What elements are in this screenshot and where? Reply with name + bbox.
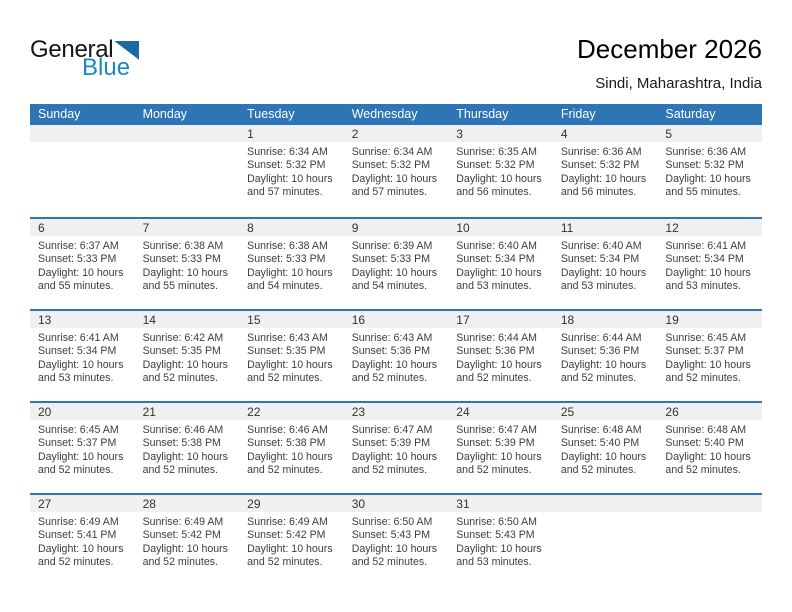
day-cell — [30, 219, 135, 309]
day-number-strip — [135, 495, 240, 512]
day-daylight-text-line2: and 53 minutes. — [456, 280, 532, 293]
day-number: 5 — [665, 127, 673, 141]
day-daylight-text-line1: Daylight: 10 hours — [351, 542, 438, 555]
day-details — [135, 328, 240, 386]
day-cell — [448, 495, 553, 585]
day-daylight-text-line1: Daylight: 10 hours — [142, 450, 228, 463]
day-details — [657, 420, 762, 478]
day-number-strip — [30, 495, 135, 512]
day-sunset-text: Sunset: 5:36 PM — [456, 345, 535, 358]
day-number-strip — [239, 125, 344, 142]
day-sunrise-text: Sunrise: 6:48 AM — [560, 424, 642, 436]
day-daylight-text-line2: and 53 minutes. — [560, 280, 637, 293]
day-sunrise-text: Sunrise: 6:37 AM — [38, 240, 119, 252]
day-number: 31 — [456, 497, 470, 511]
day-daylight-text-line1: Daylight: 10 hours — [665, 172, 751, 185]
day-daylight-text-line2: and 52 minutes. — [247, 556, 323, 569]
day-daylight-text-line1: Daylight: 10 hours — [456, 172, 542, 185]
day-daylight-text-line1: Daylight: 10 hours — [351, 358, 438, 371]
day-daylight-text-line1: Daylight: 10 hours — [142, 358, 228, 371]
day-daylight-text-line1: Daylight: 10 hours — [560, 172, 647, 185]
day-cell — [30, 403, 135, 493]
day-sunset-text: Sunset: 5:34 PM — [456, 253, 535, 266]
day-details — [30, 420, 135, 478]
day-number-strip — [239, 219, 344, 236]
day-daylight-text-line1: Daylight: 10 hours — [142, 542, 228, 555]
day-number: 14 — [142, 313, 156, 327]
day-number: 22 — [247, 405, 261, 419]
day-sunrise-text: Sunrise: 6:36 AM — [665, 146, 747, 158]
day-cell — [553, 403, 658, 493]
day-sunrise-text: Sunrise: 6:40 AM — [456, 240, 537, 252]
day-cell — [239, 403, 344, 493]
day-cell — [239, 125, 344, 217]
weekday-tuesday: Tuesday — [247, 107, 295, 121]
day-sunset-text: Sunset: 5:36 PM — [351, 345, 431, 358]
day-daylight-text-line2: and 56 minutes. — [560, 186, 637, 199]
day-daylight-text-line1: Daylight: 10 hours — [560, 358, 647, 371]
week-row — [30, 217, 762, 309]
day-cell — [135, 219, 240, 309]
day-details — [344, 420, 449, 478]
day-cell — [344, 311, 449, 401]
day-number: 24 — [456, 405, 470, 419]
day-daylight-text-line2: and 53 minutes. — [665, 280, 741, 293]
day-number-strip — [448, 403, 553, 420]
day-sunset-text: Sunset: 5:35 PM — [142, 345, 221, 358]
day-sunrise-text: Sunrise: 6:43 AM — [351, 332, 433, 344]
day-daylight-text-line1: Daylight: 10 hours — [38, 542, 124, 555]
day-number-strip — [30, 311, 135, 328]
day-details — [30, 236, 135, 294]
day-number-strip — [344, 125, 449, 142]
day-number-strip — [657, 125, 762, 142]
day-cell — [448, 403, 553, 493]
day-sunrise-text: Sunrise: 6:47 AM — [351, 424, 433, 436]
day-daylight-text-line1: Daylight: 10 hours — [142, 266, 228, 279]
day-cell — [239, 311, 344, 401]
day-daylight-text-line1: Daylight: 10 hours — [665, 450, 751, 463]
day-number: 3 — [456, 127, 463, 141]
day-number-strip — [553, 495, 658, 512]
day-number-strip — [344, 495, 449, 512]
day-number: 7 — [142, 221, 150, 235]
day-details — [553, 328, 658, 386]
day-number: 27 — [38, 497, 52, 511]
day-details — [657, 142, 762, 200]
day-cell — [344, 403, 449, 493]
day-daylight-text-line2: and 52 minutes. — [351, 556, 428, 569]
weekday-header — [30, 104, 762, 125]
day-number-strip — [239, 495, 344, 512]
day-number-strip — [344, 219, 449, 236]
weekday-friday: Friday — [560, 107, 596, 121]
empty-day-cell — [30, 125, 135, 217]
day-sunset-text: Sunset: 5:37 PM — [38, 437, 117, 450]
day-sunrise-text: Sunrise: 6:41 AM — [665, 240, 747, 252]
weekday-wednesday: Wednesday — [351, 107, 418, 121]
day-details — [135, 236, 240, 294]
day-sunset-text: Sunset: 5:41 PM — [38, 529, 117, 542]
day-details — [553, 236, 658, 294]
day-details — [344, 328, 449, 386]
day-sunrise-text: Sunrise: 6:46 AM — [247, 424, 328, 436]
day-details — [30, 512, 135, 570]
day-number: 2 — [351, 127, 359, 141]
day-number: 30 — [351, 497, 366, 511]
day-number-strip — [657, 495, 762, 512]
day-cell — [657, 403, 762, 493]
logo-text-general: General — [30, 36, 114, 63]
day-details — [553, 512, 658, 516]
day-daylight-text-line1: Daylight: 10 hours — [247, 358, 333, 371]
day-daylight-text-line1: Daylight: 10 hours — [456, 358, 542, 371]
day-sunrise-text: Sunrise: 6:45 AM — [38, 424, 119, 436]
day-sunrise-text: Sunrise: 6:44 AM — [560, 332, 642, 344]
day-number-strip — [448, 311, 553, 328]
day-number: 17 — [456, 313, 470, 327]
day-details — [135, 142, 240, 146]
day-sunset-text: Sunset: 5:38 PM — [142, 437, 221, 450]
week-row — [30, 309, 762, 401]
day-sunrise-text: Sunrise: 6:40 AM — [560, 240, 642, 252]
day-daylight-text-line2: and 57 minutes. — [247, 186, 323, 199]
page-title: December 2026 — [577, 34, 762, 64]
general-blue-logo — [30, 38, 139, 79]
day-daylight-text-line2: and 52 minutes. — [560, 464, 637, 477]
day-number: 9 — [351, 221, 359, 235]
day-daylight-text-line2: and 55 minutes. — [665, 186, 741, 199]
day-daylight-text-line1: Daylight: 10 hours — [247, 450, 333, 463]
day-sunrise-text: Sunrise: 6:48 AM — [665, 424, 747, 436]
day-daylight-text-line2: and 57 minutes. — [351, 186, 428, 199]
day-details — [344, 512, 449, 570]
day-sunrise-text: Sunrise: 6:45 AM — [665, 332, 747, 344]
weekday-saturday: Saturday — [665, 107, 716, 121]
day-sunrise-text: Sunrise: 6:35 AM — [456, 146, 537, 158]
week-row — [30, 125, 762, 217]
day-daylight-text-line1: Daylight: 10 hours — [38, 266, 124, 279]
day-details — [657, 328, 762, 386]
day-sunset-text: Sunset: 5:32 PM — [665, 159, 744, 172]
day-number-strip — [448, 125, 553, 142]
day-sunset-text: Sunset: 5:33 PM — [142, 253, 221, 266]
day-daylight-text-line1: Daylight: 10 hours — [456, 542, 542, 555]
day-daylight-text-line1: Daylight: 10 hours — [247, 172, 333, 185]
day-sunrise-text: Sunrise: 6:49 AM — [142, 516, 224, 528]
day-number: 15 — [247, 313, 261, 327]
day-sunrise-text: Sunrise: 6:44 AM — [456, 332, 537, 344]
day-cell — [135, 403, 240, 493]
day-sunrise-text: Sunrise: 6:47 AM — [456, 424, 537, 436]
day-daylight-text-line1: Daylight: 10 hours — [665, 266, 751, 279]
logo-text-blue: Blue — [82, 54, 131, 81]
day-sunrise-text: Sunrise: 6:41 AM — [38, 332, 119, 344]
day-daylight-text-line2: and 52 minutes. — [351, 464, 428, 477]
day-number: 11 — [560, 221, 574, 235]
day-sunrise-text: Sunrise: 6:46 AM — [142, 424, 224, 436]
day-number: 29 — [247, 497, 261, 511]
day-number: 21 — [142, 405, 156, 419]
day-sunset-text: Sunset: 5:32 PM — [560, 159, 640, 172]
day-details — [239, 328, 344, 386]
day-number: 6 — [38, 221, 45, 235]
day-sunset-text: Sunset: 5:43 PM — [456, 529, 535, 542]
day-daylight-text-line1: Daylight: 10 hours — [38, 358, 124, 371]
day-number: 8 — [247, 221, 254, 235]
day-sunset-text: Sunset: 5:32 PM — [247, 159, 326, 172]
day-sunset-text: Sunset: 5:43 PM — [351, 529, 431, 542]
empty-day-cell — [135, 125, 240, 217]
day-daylight-text-line2: and 54 minutes. — [247, 280, 323, 293]
day-sunset-text: Sunset: 5:40 PM — [665, 437, 744, 450]
day-daylight-text-line2: and 52 minutes. — [247, 372, 323, 385]
day-sunset-text: Sunset: 5:33 PM — [351, 253, 431, 266]
day-number-strip — [239, 403, 344, 420]
day-daylight-text-line2: and 52 minutes. — [351, 372, 428, 385]
day-daylight-text-line1: Daylight: 10 hours — [351, 172, 438, 185]
day-details — [135, 420, 240, 478]
day-sunrise-text: Sunrise: 6:34 AM — [247, 146, 328, 158]
day-details — [553, 420, 658, 478]
day-number-strip — [135, 219, 240, 236]
day-details — [30, 142, 135, 146]
day-number-strip — [135, 125, 240, 142]
day-cell — [30, 495, 135, 585]
day-number: 19 — [665, 313, 679, 327]
day-number: 26 — [665, 405, 679, 419]
day-number: 16 — [351, 313, 366, 327]
day-cell — [657, 219, 762, 309]
day-sunrise-text: Sunrise: 6:38 AM — [247, 240, 328, 252]
day-number-strip — [657, 219, 762, 236]
page-subtitle: Sindi, Maharashtra, India — [595, 75, 762, 92]
day-cell — [657, 125, 762, 217]
day-sunrise-text: Sunrise: 6:50 AM — [351, 516, 433, 528]
day-details — [239, 420, 344, 478]
day-number-strip — [657, 403, 762, 420]
day-sunset-text: Sunset: 5:34 PM — [665, 253, 744, 266]
day-details — [239, 142, 344, 200]
day-daylight-text-line2: and 52 minutes. — [560, 372, 637, 385]
weekday-monday: Monday — [142, 107, 188, 121]
day-sunrise-text: Sunrise: 6:36 AM — [560, 146, 642, 158]
day-daylight-text-line1: Daylight: 10 hours — [560, 450, 647, 463]
weekday-thursday: Thursday — [456, 107, 509, 121]
day-sunset-text: Sunset: 5:32 PM — [351, 159, 431, 172]
day-daylight-text-line2: and 52 minutes. — [456, 372, 532, 385]
day-daylight-text-line1: Daylight: 10 hours — [351, 450, 438, 463]
day-daylight-text-line1: Daylight: 10 hours — [456, 266, 542, 279]
day-number-strip — [553, 403, 658, 420]
day-number-strip — [30, 219, 135, 236]
day-number: 1 — [247, 127, 254, 141]
day-number-strip — [553, 125, 658, 142]
day-sunrise-text: Sunrise: 6:38 AM — [142, 240, 224, 252]
day-cell — [344, 125, 449, 217]
day-daylight-text-line2: and 54 minutes. — [351, 280, 428, 293]
day-daylight-text-line1: Daylight: 10 hours — [456, 450, 542, 463]
day-sunset-text: Sunset: 5:42 PM — [142, 529, 221, 542]
day-number: 13 — [38, 313, 52, 327]
day-sunset-text: Sunset: 5:36 PM — [560, 345, 640, 358]
calendar — [30, 104, 762, 585]
day-daylight-text-line2: and 52 minutes. — [456, 464, 532, 477]
day-sunset-text: Sunset: 5:33 PM — [38, 253, 117, 266]
day-daylight-text-line1: Daylight: 10 hours — [560, 266, 647, 279]
day-daylight-text-line2: and 52 minutes. — [142, 556, 218, 569]
day-cell — [553, 219, 658, 309]
day-details — [657, 236, 762, 294]
day-sunrise-text: Sunrise: 6:42 AM — [142, 332, 224, 344]
day-daylight-text-line2: and 55 minutes. — [38, 280, 114, 293]
weekday-sunday: Sunday — [38, 107, 81, 121]
empty-day-cell — [553, 495, 658, 585]
day-number-strip — [135, 311, 240, 328]
day-number: 20 — [38, 405, 52, 419]
day-number: 18 — [560, 313, 575, 327]
day-details — [448, 328, 553, 386]
day-cell — [553, 125, 658, 217]
day-sunset-text: Sunset: 5:33 PM — [247, 253, 326, 266]
day-number-strip — [344, 403, 449, 420]
day-sunset-text: Sunset: 5:34 PM — [38, 345, 117, 358]
day-sunrise-text: Sunrise: 6:49 AM — [247, 516, 328, 528]
day-sunset-text: Sunset: 5:37 PM — [665, 345, 744, 358]
day-details — [448, 420, 553, 478]
day-details — [448, 512, 553, 570]
day-sunrise-text: Sunrise: 6:49 AM — [38, 516, 119, 528]
day-daylight-text-line2: and 52 minutes. — [38, 556, 114, 569]
day-number-strip — [657, 311, 762, 328]
day-number-strip — [448, 219, 553, 236]
day-daylight-text-line2: and 52 minutes. — [38, 464, 114, 477]
week-row — [30, 401, 762, 493]
day-daylight-text-line2: and 52 minutes. — [142, 464, 218, 477]
day-cell — [448, 219, 553, 309]
day-number: 28 — [142, 497, 156, 511]
day-details — [239, 236, 344, 294]
day-number: 12 — [665, 221, 679, 235]
day-sunrise-text: Sunrise: 6:43 AM — [247, 332, 328, 344]
day-daylight-text-line2: and 53 minutes. — [456, 556, 532, 569]
day-number-strip — [448, 495, 553, 512]
day-daylight-text-line2: and 56 minutes. — [456, 186, 532, 199]
day-sunrise-text: Sunrise: 6:39 AM — [351, 240, 433, 252]
day-cell — [239, 219, 344, 309]
day-number: 10 — [456, 221, 470, 235]
day-cell — [657, 311, 762, 401]
day-sunset-text: Sunset: 5:32 PM — [456, 159, 535, 172]
day-number-strip — [344, 311, 449, 328]
day-daylight-text-line2: and 52 minutes. — [142, 372, 218, 385]
day-cell — [344, 219, 449, 309]
day-details — [448, 236, 553, 294]
day-daylight-text-line2: and 55 minutes. — [142, 280, 218, 293]
day-cell — [135, 495, 240, 585]
day-details — [553, 142, 658, 200]
day-number: 25 — [560, 405, 575, 419]
day-sunset-text: Sunset: 5:35 PM — [247, 345, 326, 358]
day-sunrise-text: Sunrise: 6:50 AM — [456, 516, 537, 528]
day-details — [30, 328, 135, 386]
day-details — [344, 142, 449, 200]
empty-day-cell — [657, 495, 762, 585]
day-cell — [30, 311, 135, 401]
day-daylight-text-line1: Daylight: 10 hours — [351, 266, 438, 279]
day-daylight-text-line2: and 53 minutes. — [38, 372, 114, 385]
day-cell — [553, 311, 658, 401]
week-row — [30, 493, 762, 585]
day-details — [239, 512, 344, 570]
day-daylight-text-line1: Daylight: 10 hours — [665, 358, 751, 371]
day-sunrise-text: Sunrise: 6:34 AM — [351, 146, 433, 158]
day-details — [344, 236, 449, 294]
day-sunset-text: Sunset: 5:39 PM — [456, 437, 535, 450]
day-number: 4 — [560, 127, 568, 141]
day-cell — [344, 495, 449, 585]
day-number-strip — [135, 403, 240, 420]
day-number-strip — [553, 311, 658, 328]
day-sunset-text: Sunset: 5:42 PM — [247, 529, 326, 542]
day-number-strip — [553, 219, 658, 236]
day-details — [448, 142, 553, 200]
day-daylight-text-line2: and 52 minutes. — [665, 372, 741, 385]
day-number: 23 — [351, 405, 366, 419]
calendar-body — [30, 125, 762, 585]
day-cell — [135, 311, 240, 401]
day-cell — [448, 311, 553, 401]
day-daylight-text-line1: Daylight: 10 hours — [247, 542, 333, 555]
day-daylight-text-line2: and 52 minutes. — [665, 464, 741, 477]
day-daylight-text-line1: Daylight: 10 hours — [38, 450, 124, 463]
day-cell — [239, 495, 344, 585]
day-details — [135, 512, 240, 570]
title-block — [577, 34, 762, 92]
day-cell — [448, 125, 553, 217]
day-sunset-text: Sunset: 5:34 PM — [560, 253, 640, 266]
day-sunset-text: Sunset: 5:40 PM — [560, 437, 640, 450]
day-details — [657, 512, 762, 516]
day-daylight-text-line2: and 52 minutes. — [247, 464, 323, 477]
day-number-strip — [239, 311, 344, 328]
day-daylight-text-line1: Daylight: 10 hours — [247, 266, 333, 279]
day-number-strip — [30, 403, 135, 420]
day-sunset-text: Sunset: 5:39 PM — [351, 437, 431, 450]
day-number-strip — [30, 125, 135, 142]
day-sunset-text: Sunset: 5:38 PM — [247, 437, 326, 450]
